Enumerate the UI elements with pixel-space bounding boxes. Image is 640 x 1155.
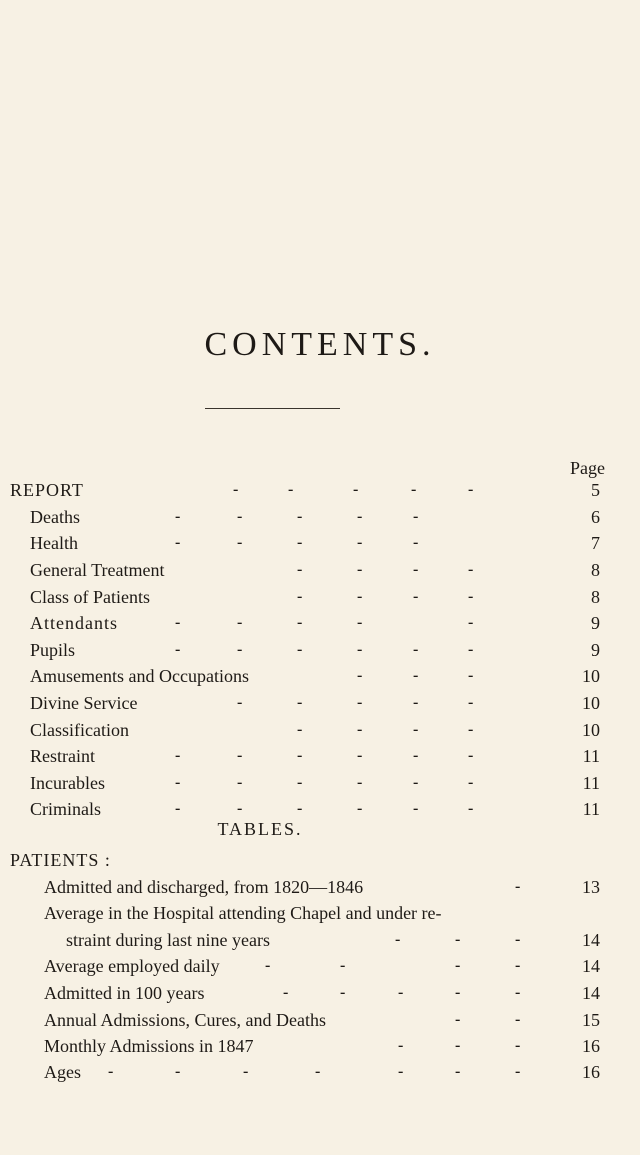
- leader-dash: -: [297, 800, 303, 817]
- leader-dash: -: [175, 534, 181, 551]
- leader-dash: -: [357, 534, 363, 551]
- entry-page: 8: [591, 587, 600, 607]
- table-page: 15: [582, 1010, 600, 1030]
- leader-dash: -: [413, 561, 419, 578]
- leader-dash: -: [340, 984, 346, 1001]
- contents-row: [0, 665, 640, 687]
- leader-dash: -: [455, 957, 461, 974]
- table-row: [0, 1061, 640, 1083]
- entry-label: Class of Patients: [30, 587, 150, 607]
- leader-dash: -: [243, 1063, 249, 1080]
- leader-dash: -: [297, 641, 303, 658]
- leader-dash: -: [413, 534, 419, 551]
- contents-row: [0, 559, 640, 581]
- entry-label: Deaths: [30, 507, 80, 527]
- table-row: [0, 955, 640, 977]
- entry-page: 7: [591, 533, 600, 553]
- page-title: CONTENTS.: [204, 326, 436, 363]
- entry-label: Amusements and Occupations: [30, 666, 249, 686]
- leader-dash: -: [395, 931, 401, 948]
- entry-page: 11: [582, 773, 600, 793]
- table-label: Average in the Hospital attending Chapel and under re-: [44, 903, 442, 923]
- page-column-label: Page: [570, 458, 605, 478]
- table-label: Admitted and discharged, from 1820—1846: [44, 877, 364, 897]
- table-row: [0, 929, 640, 951]
- entry-label: Attendants: [30, 613, 118, 633]
- leader-dash: -: [515, 1063, 521, 1080]
- leader-dash: -: [237, 800, 243, 817]
- leader-dash: -: [233, 481, 239, 498]
- leader-dash: -: [468, 561, 474, 578]
- contents-row: [0, 745, 640, 767]
- leader-dash: -: [237, 774, 243, 791]
- entry-page: 6: [591, 507, 600, 527]
- leader-dash: -: [357, 694, 363, 711]
- leader-dash: -: [297, 508, 303, 525]
- leader-dash: -: [468, 614, 474, 631]
- leader-dash: -: [237, 694, 243, 711]
- leader-dash: -: [297, 694, 303, 711]
- leader-dash: -: [175, 774, 181, 791]
- table-page: 14: [582, 930, 600, 950]
- tables-heading: TABLES.: [217, 819, 303, 839]
- table-page: 13: [582, 877, 600, 897]
- leader-dash: -: [468, 774, 474, 791]
- entry-page: 11: [582, 746, 600, 766]
- leader-dash: -: [353, 481, 359, 498]
- contents-row: [0, 639, 640, 661]
- contents-row: [0, 532, 640, 554]
- leader-dash: -: [398, 1063, 404, 1080]
- table-row: [0, 876, 640, 898]
- leader-dash: -: [265, 957, 271, 974]
- contents-row: [0, 772, 640, 794]
- leader-dash: -: [175, 800, 181, 817]
- table-label: Average employed daily: [44, 956, 220, 976]
- entry-page: 10: [582, 720, 600, 740]
- leader-dash: -: [411, 481, 417, 498]
- leader-dash: -: [340, 957, 346, 974]
- leader-dash: -: [413, 667, 419, 684]
- leader-dash: -: [455, 1037, 461, 1054]
- leader-dash: -: [515, 984, 521, 1001]
- entry-page: 9: [591, 613, 600, 633]
- table-row: [0, 902, 640, 924]
- leader-dash: -: [468, 800, 474, 817]
- leader-dash: -: [455, 1011, 461, 1028]
- leader-dash: -: [357, 747, 363, 764]
- leader-dash: -: [357, 588, 363, 605]
- leader-dash: -: [175, 614, 181, 631]
- entry-label: Health: [30, 533, 78, 553]
- leader-dash: -: [283, 984, 289, 1001]
- table-label: Annual Admissions, Cures, and Deaths: [44, 1010, 326, 1030]
- leader-dash: -: [515, 1011, 521, 1028]
- contents-row: [0, 798, 640, 820]
- leader-dash: -: [175, 1063, 181, 1080]
- leader-dash: -: [455, 1063, 461, 1080]
- leader-dash: -: [237, 614, 243, 631]
- table-page: 14: [582, 956, 600, 976]
- leader-dash: -: [455, 931, 461, 948]
- contents-row: [0, 692, 640, 714]
- contents-row: [0, 586, 640, 608]
- entry-page: 11: [582, 799, 600, 819]
- entry-label: Classification: [30, 720, 129, 740]
- leader-dash: -: [237, 747, 243, 764]
- entry-page: 10: [582, 666, 600, 686]
- entry-page: 10: [582, 693, 600, 713]
- leader-dash: -: [413, 747, 419, 764]
- leader-dash: -: [398, 1037, 404, 1054]
- leader-dash: -: [515, 931, 521, 948]
- leader-dash: -: [468, 721, 474, 738]
- leader-dash: -: [175, 641, 181, 658]
- leader-dash: -: [468, 641, 474, 658]
- table-label: Ages: [44, 1062, 81, 1082]
- entry-label: Divine Service: [30, 693, 138, 713]
- leader-dash: -: [468, 667, 474, 684]
- entry-label: Incurables: [30, 773, 105, 793]
- leader-dash: -: [413, 800, 419, 817]
- leader-dash: -: [297, 614, 303, 631]
- leader-dash: -: [357, 561, 363, 578]
- table-row: [0, 1009, 640, 1031]
- leader-dash: -: [315, 1063, 321, 1080]
- leader-dash: -: [413, 694, 419, 711]
- leader-dash: -: [413, 774, 419, 791]
- entry-page: 8: [591, 560, 600, 580]
- leader-dash: -: [413, 508, 419, 525]
- table-label: Admitted in 100 years: [44, 983, 205, 1003]
- leader-dash: -: [297, 588, 303, 605]
- table-page: 14: [582, 983, 600, 1003]
- entry-label: Pupils: [30, 640, 76, 660]
- leader-dash: -: [357, 800, 363, 817]
- table-page: 16: [582, 1062, 600, 1082]
- table-row: [0, 1035, 640, 1057]
- contents-row: [0, 612, 640, 634]
- leader-dash: -: [108, 1063, 114, 1080]
- report-row: [0, 479, 640, 501]
- leader-dash: -: [288, 481, 294, 498]
- table-label: straint during last nine years: [66, 930, 270, 950]
- leader-dash: -: [297, 721, 303, 738]
- leader-dash: -: [468, 747, 474, 764]
- leader-dash: -: [357, 614, 363, 631]
- report-label: REPORT: [10, 480, 84, 500]
- leader-dash: -: [297, 534, 303, 551]
- entry-label: General Treatment: [30, 560, 165, 580]
- table-page: 16: [582, 1036, 600, 1056]
- leader-dash: -: [413, 721, 419, 738]
- leader-dash: -: [357, 721, 363, 738]
- leader-dash: -: [357, 641, 363, 658]
- leader-dash: -: [357, 774, 363, 791]
- leader-dash: -: [237, 508, 243, 525]
- contents-row: [0, 719, 640, 741]
- leader-dash: -: [413, 641, 419, 658]
- table-row: [0, 982, 640, 1004]
- leader-dash: -: [175, 747, 181, 764]
- leader-dash: -: [468, 588, 474, 605]
- table-label: Monthly Admissions in 1847: [44, 1036, 254, 1056]
- entry-label: Criminals: [30, 799, 101, 819]
- leader-dash: -: [297, 561, 303, 578]
- report-page: 5: [591, 480, 600, 500]
- title-divider: [205, 408, 340, 409]
- leader-dash: -: [357, 667, 363, 684]
- leader-dash: -: [468, 694, 474, 711]
- leader-dash: -: [515, 1037, 521, 1054]
- leader-dash: -: [357, 508, 363, 525]
- contents-row: [0, 506, 640, 528]
- leader-dash: -: [297, 774, 303, 791]
- leader-dash: -: [237, 534, 243, 551]
- leader-dash: -: [455, 984, 461, 1001]
- leader-dash: -: [515, 878, 521, 895]
- leader-dash: -: [175, 508, 181, 525]
- patients-heading: PATIENTS :: [10, 850, 111, 870]
- leader-dash: -: [237, 641, 243, 658]
- entry-label: Restraint: [30, 746, 95, 766]
- leader-dash: -: [413, 588, 419, 605]
- leader-dash: -: [468, 481, 474, 498]
- leader-dash: -: [515, 957, 521, 974]
- entry-page: 9: [591, 640, 600, 660]
- leader-dash: -: [297, 747, 303, 764]
- leader-dash: -: [398, 984, 404, 1001]
